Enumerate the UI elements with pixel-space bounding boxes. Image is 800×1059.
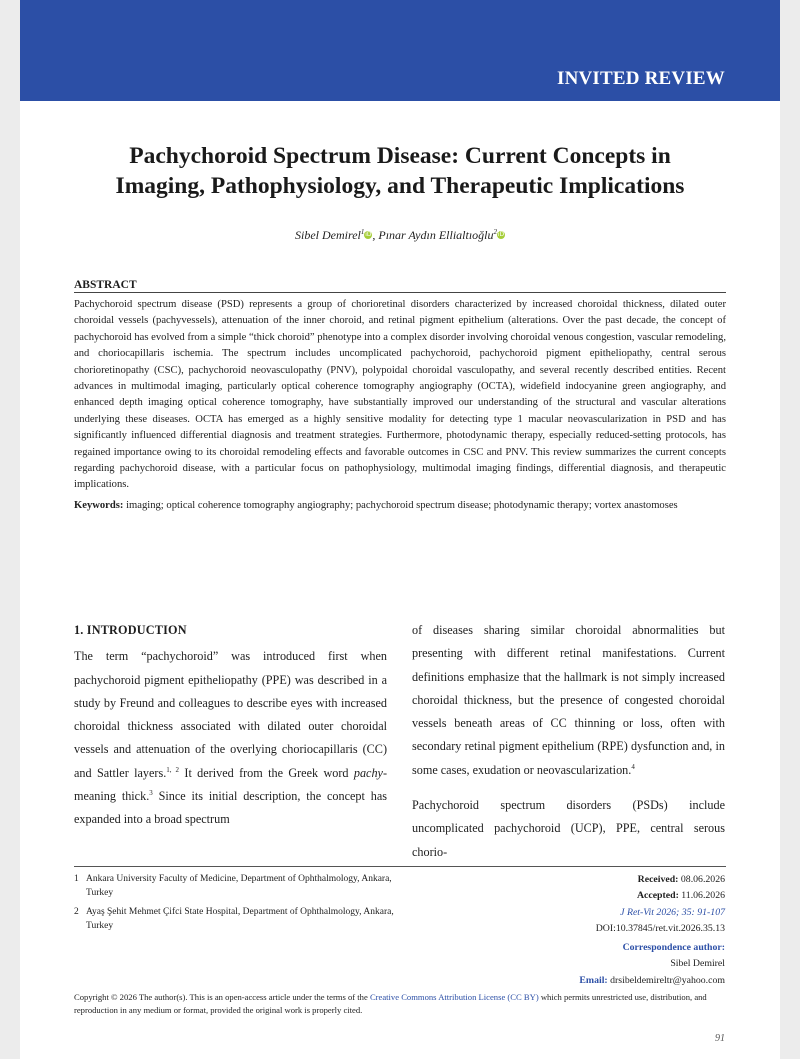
citation-sup[interactable]: 1, 2 <box>166 765 180 774</box>
orcid-icon[interactable]: iD <box>365 231 372 238</box>
email-label: Email: <box>579 974 608 986</box>
right-column <box>412 619 725 864</box>
affiliation-text: Ayaş Şehit Mehmet Çifci State Hospital, Department of Ophthalmology, Ankara, Turkey <box>86 907 394 931</box>
page-number: 91 <box>715 1033 725 1044</box>
section-heading: 1. INTRODUCTION <box>74 623 187 637</box>
article-title <box>60 141 740 201</box>
author-affil-sup: 2 <box>493 228 497 236</box>
keywords-label: Keywords: <box>74 499 124 511</box>
intro-paragraph-3: Pachychoroid spectrum disorders (PSDs) include uncomplicated pachychoroid (UCP), PPE, central serous chorio- <box>412 798 725 859</box>
text-run: of diseases sharing similar choroidal abnormalities but presenting with different retinal manifestations. Current definitions emphasize that the hallmark is not simply increased choroidal thickness, but the presence of congested choroidal vessels beneath areas of CC thinning or loss, often with secondary retinal pigment epithelium (RPE) dysfunction and, in some cases, exudation or neovascularization. <box>412 623 725 777</box>
intro-paragraph-1 <box>74 645 387 831</box>
abstract-body <box>74 297 726 514</box>
left-column <box>74 619 387 832</box>
accepted-label: Accepted: <box>636 890 679 902</box>
doi[interactable]: DOI:10.37845/ret.vit.2026.35.13 <box>595 922 725 934</box>
text-run: Since its initial description, the concept has expanded into a broad spectrum <box>74 789 387 827</box>
citation-sup[interactable]: 3 <box>149 789 153 798</box>
received-label: Received: <box>637 874 679 885</box>
keywords-text: imaging; optical coherence tomography angiography; pachychoroid spectrum disease; photodynamic therapy; vortex anastomoses <box>123 499 678 511</box>
received-value: 08.06.2026 <box>678 874 725 885</box>
affiliation-number: 2 <box>74 907 79 917</box>
correspondence-label: Correspondence author: <box>622 942 725 954</box>
title-line-1: Pachychoroid Spectrum Disease: Current Concepts in <box>129 143 671 169</box>
received-date <box>425 872 725 888</box>
accepted-date <box>425 888 725 904</box>
affiliation-text: Ankara University Faculty of Medicine, Department of Ophthalmology, Ankara, Turkey <box>86 874 392 898</box>
text-run: - meaning thick. <box>74 765 388 804</box>
footer-divider <box>74 866 726 867</box>
copyright-notice <box>74 991 726 1016</box>
abstract-heading: ABSTRACT <box>74 279 726 293</box>
author-affil-sup: 1 <box>360 228 365 236</box>
citation-sup[interactable]: 4 <box>631 762 635 771</box>
email-address[interactable]: drsibeldemireltr@yahoo.com <box>607 974 725 986</box>
keywords <box>74 498 726 514</box>
correspondence-email <box>425 973 725 989</box>
text-run: The term “pachychoroid” was introduced first when pachychoroid pigment epitheliopathy (PPE) was described in a study by Freund and colleagues to describe eyes with increased choroidal thickness associated with dilated outer choroidal vessels and attenuation of the overlying choriocapillaris (CC) and Sattler layers. <box>74 649 387 780</box>
header-banner <box>20 0 780 101</box>
affiliations <box>74 872 414 938</box>
affiliation-item <box>74 872 414 900</box>
copyright-text: which permits unrestricted use, distribution, and reproduction in any medium or format, provided the original work is properly cited. <box>74 992 707 1015</box>
affiliation-item <box>74 905 414 933</box>
author-separator: , <box>372 228 379 242</box>
text-run: It derived from the Greek word <box>179 765 354 780</box>
accepted-value: 11.06.2026 <box>678 890 725 902</box>
title-line-2: Imaging, Pathophysiology, and Therapeutic Implications <box>115 173 685 199</box>
italic-term: pachy <box>353 765 383 780</box>
author-name: Sibel Demirel <box>295 228 361 242</box>
license-link[interactable]: Creative Commons Attribution License (CC BY) <box>369 992 539 1002</box>
author-list <box>60 228 740 243</box>
abstract-text: Pachychoroid spectrum disease (PSD) represents a group of chorioretinal disorders characterized by increased choroidal thickness, dilated outer choroidal vessels (pachyvessels), attenuation of the inner choroid, and retinal pigment epithelium (alterations. Over the past decade, the concept of pachychoroid has evolved from a simple “thick choroid” phenotype into a complex disorder involving choroidal venous congestion, vascular remodeling, and choriocapillaris ischemia. The spectrum includes uncomplicated pachychoroid, pachychoroid pigment epitheliopathy, central serous chorioretinopathy (CSC), pachychoroid neovasculopathy (PNV), polypoidal choroidal vasculopathy, and several recently described entities. Recent advances in multimodal imaging, particularly optical coherence tomography angiography (OCTA), widefield indocyanine green angiography, and enhanced depth imaging optical coherence tomography, have substantially improved our understanding of the structural and vascular alterations underlying these diseases. OCTA has emerged as a highly sensitive modality for detecting type 1 macular neovascularization in PSD and has significantly influenced differential diagnosis and treatment strategies. Furthermore, photodynamic therapy, especially reduced-setting protocols, has regained importance owing to its choroidal remodeling effects and favorable outcomes in CSC and PNV. This review summarizes the current concepts regarding pachychoroid disease, with a particular focus on pathophysiology, multimodal imaging findings, differential diagnosis, and therapeutic implications. <box>74 299 726 491</box>
journal-citation: J Ret-Vit 2026; 35: 91-107 <box>620 906 725 918</box>
author-name: Pınar Aydın Ellialtıoğlu <box>378 228 494 242</box>
orcid-icon[interactable]: iD <box>497 231 505 238</box>
correspondence-name: Sibel Demirel <box>670 958 725 970</box>
copyright-text: Copyright © 2026 The author(s). This is an open-access article under the terms of the <box>74 992 370 1002</box>
article-page <box>20 0 780 1059</box>
intro-paragraph-continued <box>412 619 725 782</box>
article-meta <box>425 872 725 989</box>
article-type-label: INVITED REVIEW <box>556 68 725 89</box>
affiliation-number: 1 <box>74 874 79 884</box>
